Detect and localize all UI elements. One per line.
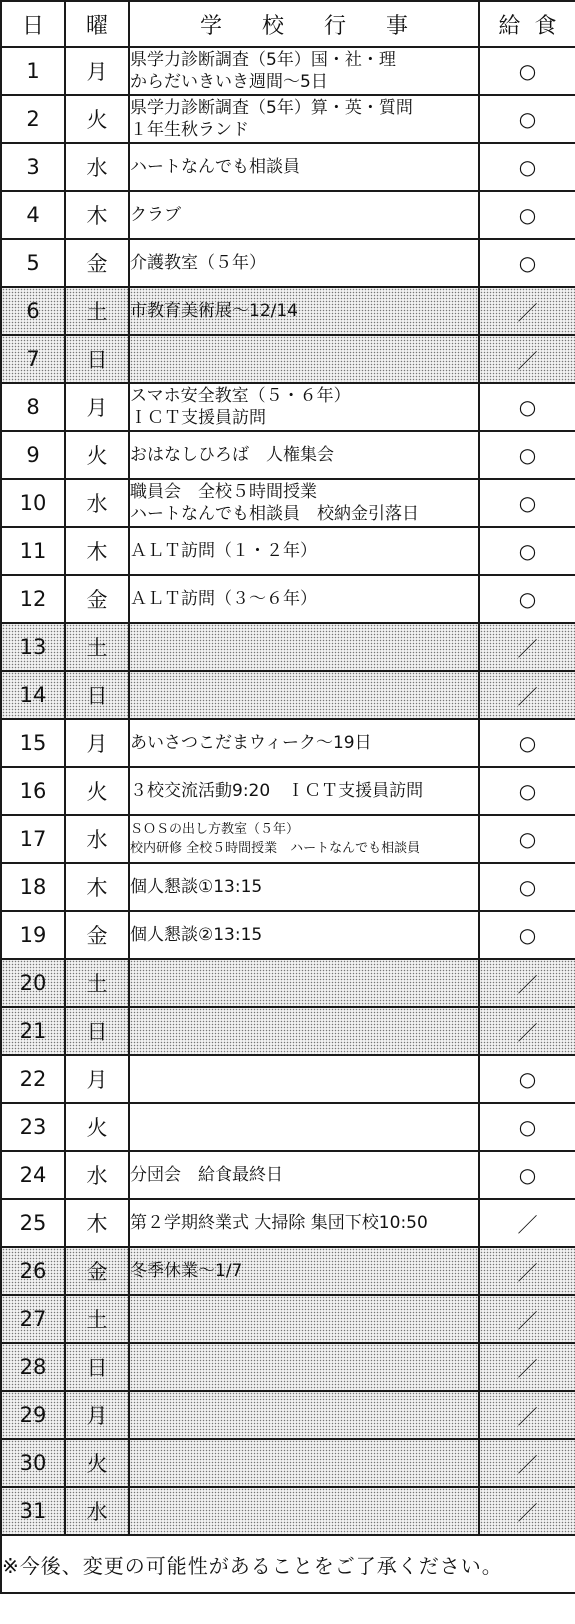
events-cell: [129, 1343, 479, 1391]
day-cell: 17: [1, 815, 65, 863]
weekday-cell: 土: [65, 623, 129, 671]
lunch-cell: ○: [479, 575, 575, 623]
lunch-cell: ○: [479, 527, 575, 575]
weekday-cell: 水: [65, 1151, 129, 1199]
lunch-cell: ／: [479, 671, 575, 719]
header-lunch-label: 給食: [498, 13, 571, 39]
weekday-cell: 水: [65, 1487, 129, 1535]
weekday-cell: 水: [65, 815, 129, 863]
events-cell: [129, 959, 479, 1007]
table-row: [1, 383, 575, 431]
header-events-label: 学校行事: [199, 13, 448, 39]
day-cell: 3: [1, 143, 65, 191]
event-line: １年生秋ランド: [130, 120, 249, 140]
event-line: ＡＬＴ訪問（３～６年）: [130, 589, 317, 609]
lunch-cell: ／: [479, 959, 575, 1007]
day-cell: 23: [1, 1103, 65, 1151]
day-cell: 21: [1, 1007, 65, 1055]
weekday-cell: 月: [65, 383, 129, 431]
table-row: [1, 959, 575, 1007]
table-row: [1, 671, 575, 719]
table-row: [1, 863, 575, 911]
lunch-cell: ○: [479, 863, 575, 911]
weekday-cell: 水: [65, 143, 129, 191]
weekday-cell: 木: [65, 527, 129, 575]
event-line: 個人懇談②13:15: [130, 925, 263, 945]
day-cell: 18: [1, 863, 65, 911]
table-row: [1, 1007, 575, 1055]
weekday-cell: 金: [65, 911, 129, 959]
day-cell: 13: [1, 623, 65, 671]
day-cell: 26: [1, 1247, 65, 1295]
weekday-cell: 金: [65, 575, 129, 623]
weekday-cell: 土: [65, 959, 129, 1007]
header-day-label: 日: [21, 13, 44, 39]
weekday-cell: 日: [65, 671, 129, 719]
table-row: [1, 1151, 575, 1199]
events-cell: [129, 1007, 479, 1055]
header-lunch: [479, 1, 575, 47]
events-cell: [129, 767, 479, 815]
event-line: 市教育美術展～12/14: [130, 301, 298, 321]
event-line: ハートなんでも相談員: [130, 157, 300, 177]
event-line: からだいきいき週間～5日: [130, 72, 328, 92]
weekday-cell: 水: [65, 479, 129, 527]
lunch-cell: ○: [479, 1151, 575, 1199]
events-cell: [129, 719, 479, 767]
header-events: [129, 1, 479, 47]
weekday-cell: 火: [65, 95, 129, 143]
lunch-cell: ○: [479, 719, 575, 767]
events-cell: [129, 1487, 479, 1535]
events-cell: [129, 143, 479, 191]
lunch-cell: ○: [479, 239, 575, 287]
weekday-cell: 土: [65, 287, 129, 335]
day-cell: 20: [1, 959, 65, 1007]
day-cell: 30: [1, 1439, 65, 1487]
table-row: [1, 767, 575, 815]
weekday-cell: 土: [65, 1295, 129, 1343]
weekday-cell: 金: [65, 239, 129, 287]
table-row: [1, 1487, 575, 1535]
lunch-cell: ○: [479, 143, 575, 191]
weekday-cell: 月: [65, 719, 129, 767]
weekday-cell: 金: [65, 1247, 129, 1295]
day-cell: 27: [1, 1295, 65, 1343]
event-line: 県学力診断調査（5年）算・英・質問: [130, 98, 413, 118]
day-cell: 2: [1, 95, 65, 143]
weekday-cell: 日: [65, 1007, 129, 1055]
day-cell: 19: [1, 911, 65, 959]
event-line: 校内研修 全校５時間授業 ハートなんでも相談員: [130, 841, 421, 856]
header-row: [1, 1, 575, 47]
event-line: あいさつこだまウィーク～19日: [130, 733, 372, 753]
events-cell: [129, 1295, 479, 1343]
events-cell: [129, 1391, 479, 1439]
event-line: 介護教室（５年）: [130, 253, 266, 273]
table-row: [1, 47, 575, 95]
event-line: スマホ安全教室（５・６年）: [130, 386, 351, 406]
event-line: 冬季休業～1/7: [130, 1261, 243, 1281]
day-cell: 31: [1, 1487, 65, 1535]
table-row: [1, 1439, 575, 1487]
table-row: [1, 479, 575, 527]
lunch-cell: ／: [479, 1391, 575, 1439]
events-cell: [129, 623, 479, 671]
day-cell: 12: [1, 575, 65, 623]
day-cell: 8: [1, 383, 65, 431]
events-cell: [129, 815, 479, 863]
events-cell: [129, 479, 479, 527]
day-cell: 24: [1, 1151, 65, 1199]
event-line: ＳＯＳの出し方教室（５年）: [130, 822, 300, 837]
day-cell: 16: [1, 767, 65, 815]
weekday-cell: 木: [65, 191, 129, 239]
day-cell: 1: [1, 47, 65, 95]
lunch-cell: ○: [479, 95, 575, 143]
table-row: [1, 431, 575, 479]
lunch-cell: ／: [479, 1439, 575, 1487]
events-cell: [129, 47, 479, 95]
lunch-cell: ○: [479, 1103, 575, 1151]
table-row: [1, 911, 575, 959]
table-row: [1, 1391, 575, 1439]
lunch-cell: ／: [479, 1007, 575, 1055]
events-cell: [129, 911, 479, 959]
day-cell: 5: [1, 239, 65, 287]
header-day: [1, 1, 65, 47]
lunch-cell: ○: [479, 47, 575, 95]
event-line: ハートなんでも相談員 校納金引落日: [130, 504, 419, 524]
lunch-cell: ／: [479, 287, 575, 335]
events-cell: [129, 383, 479, 431]
event-line: ＩＣＴ支援員訪問: [130, 408, 266, 428]
event-line: おはなしひろば 人権集会: [130, 445, 334, 465]
events-cell: [129, 575, 479, 623]
weekday-cell: 火: [65, 1439, 129, 1487]
lunch-cell: ○: [479, 383, 575, 431]
header-weekday-label: 曜: [85, 13, 108, 39]
table-row: [1, 287, 575, 335]
header-weekday: [65, 1, 129, 47]
lunch-cell: ○: [479, 911, 575, 959]
events-cell: [129, 335, 479, 383]
lunch-cell: ／: [479, 1295, 575, 1343]
day-cell: 28: [1, 1343, 65, 1391]
event-line: 県学力診断調査（5年）国・社・理: [130, 50, 396, 70]
day-cell: 6: [1, 287, 65, 335]
table-row: [1, 143, 575, 191]
table-row: [1, 575, 575, 623]
weekday-cell: 日: [65, 1343, 129, 1391]
table-row: [1, 815, 575, 863]
events-cell: [129, 527, 479, 575]
event-line: クラブ: [130, 205, 181, 225]
lunch-cell: ／: [479, 1199, 575, 1247]
day-cell: 29: [1, 1391, 65, 1439]
event-line: ３校交流活動9:20 ＩＣＴ支援員訪問: [130, 781, 424, 801]
day-cell: 10: [1, 479, 65, 527]
day-cell: 25: [1, 1199, 65, 1247]
events-cell: [129, 239, 479, 287]
weekday-cell: 月: [65, 1391, 129, 1439]
table-row: [1, 1247, 575, 1295]
lunch-cell: ○: [479, 1055, 575, 1103]
calendar-body: [1, 1, 575, 1535]
lunch-cell: ○: [479, 815, 575, 863]
event-line: ＡＬＴ訪問（１・２年）: [130, 541, 317, 561]
table-row: [1, 1055, 575, 1103]
events-cell: [129, 287, 479, 335]
weekday-cell: 木: [65, 863, 129, 911]
lunch-cell: ／: [479, 623, 575, 671]
lunch-cell: ／: [479, 335, 575, 383]
events-cell: [129, 1439, 479, 1487]
events-cell: [129, 1055, 479, 1103]
events-cell: [129, 863, 479, 911]
lunch-cell: ○: [479, 191, 575, 239]
table-row: [1, 719, 575, 767]
event-line: 分団会 給食最終日: [130, 1165, 283, 1185]
day-cell: 22: [1, 1055, 65, 1103]
table-row: [1, 1199, 575, 1247]
events-cell: [129, 671, 479, 719]
event-line: 第２学期終業式 大掃除 集団下校10:50: [130, 1213, 428, 1233]
events-cell: [129, 431, 479, 479]
event-line: 職員会 全校５時間授業: [130, 482, 317, 502]
weekday-cell: 火: [65, 767, 129, 815]
lunch-cell: ○: [479, 767, 575, 815]
day-cell: 15: [1, 719, 65, 767]
weekday-cell: 日: [65, 335, 129, 383]
events-cell: [129, 1151, 479, 1199]
lunch-cell: ／: [479, 1247, 575, 1295]
table-row: [1, 95, 575, 143]
weekday-cell: 火: [65, 1103, 129, 1151]
lunch-cell: ○: [479, 431, 575, 479]
table-row: [1, 335, 575, 383]
lunch-cell: ／: [479, 1487, 575, 1535]
table-row: [1, 1295, 575, 1343]
day-cell: 14: [1, 671, 65, 719]
table-row: [1, 239, 575, 287]
events-cell: [129, 1103, 479, 1151]
table-row: [1, 1343, 575, 1391]
footnote-row: [1, 1535, 575, 1593]
day-cell: 11: [1, 527, 65, 575]
lunch-cell: ／: [479, 1343, 575, 1391]
table-row: [1, 191, 575, 239]
table-row: [1, 527, 575, 575]
weekday-cell: 月: [65, 1055, 129, 1103]
event-line: 個人懇談①13:15: [130, 877, 263, 897]
weekday-cell: 火: [65, 431, 129, 479]
lunch-cell: ○: [479, 479, 575, 527]
weekday-cell: 月: [65, 47, 129, 95]
table-row: [1, 1103, 575, 1151]
events-cell: [129, 95, 479, 143]
events-cell: [129, 1199, 479, 1247]
day-cell: 9: [1, 431, 65, 479]
weekday-cell: 木: [65, 1199, 129, 1247]
day-cell: 4: [1, 191, 65, 239]
events-cell: [129, 1247, 479, 1295]
day-cell: 7: [1, 335, 65, 383]
table-row: [1, 623, 575, 671]
footnote: ※今後、変更の可能性があることをご了承ください。: [1, 1535, 575, 1593]
events-cell: [129, 191, 479, 239]
